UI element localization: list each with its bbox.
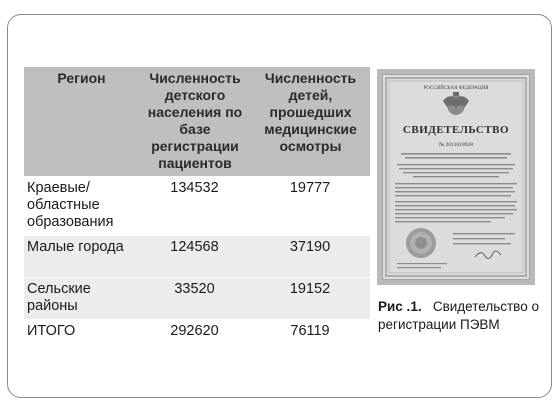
- certificate-country: РОССИЙСКАЯ ФЕДЕРАЦИЯ: [423, 86, 489, 91]
- cell-population: 124568: [139, 236, 251, 278]
- header-population: Численность детского населения по базе регистрации пациентов: [139, 67, 251, 177]
- cell-region: ИТОГО: [24, 320, 139, 346]
- cell-region: Малые города: [24, 236, 139, 278]
- cell-region: Краевые/ областные образования: [24, 177, 139, 236]
- seal-icon: [406, 228, 436, 258]
- certificate-drawing: [383, 75, 529, 279]
- figure-label: Рис .1.: [378, 299, 422, 314]
- cell-population: 292620: [139, 320, 251, 346]
- table-header-row: [24, 67, 370, 177]
- cell-population: 33520: [139, 278, 251, 320]
- table-row: [24, 177, 370, 236]
- header-examined: Численность детей, прошедших медицинские осмотры: [251, 67, 370, 177]
- certificate-number: № 2011618928: [439, 142, 473, 148]
- certificate-image: [377, 69, 535, 285]
- certificate-document: [382, 74, 530, 280]
- table-row: [24, 278, 370, 320]
- cell-examined: 37190: [251, 236, 370, 278]
- figure-text: Свидетельство о регистрации ПЭВМ: [378, 299, 539, 332]
- signature-icon: [475, 251, 501, 258]
- table-row-total: [24, 320, 370, 346]
- coat-of-arms-icon: [443, 92, 469, 115]
- table-row: [24, 236, 370, 278]
- cell-examined: 76119: [251, 320, 370, 346]
- cell-population: 134532: [139, 177, 251, 236]
- certificate-title: СВИДЕТЕЛЬСТВО: [402, 124, 510, 136]
- cell-examined: 19777: [251, 177, 370, 236]
- statistics-table: [24, 67, 370, 345]
- cell-examined: 19152: [251, 278, 370, 320]
- figure-caption: [378, 298, 548, 334]
- header-region: Регион: [24, 67, 139, 177]
- cell-region: Сельские районы: [24, 278, 139, 320]
